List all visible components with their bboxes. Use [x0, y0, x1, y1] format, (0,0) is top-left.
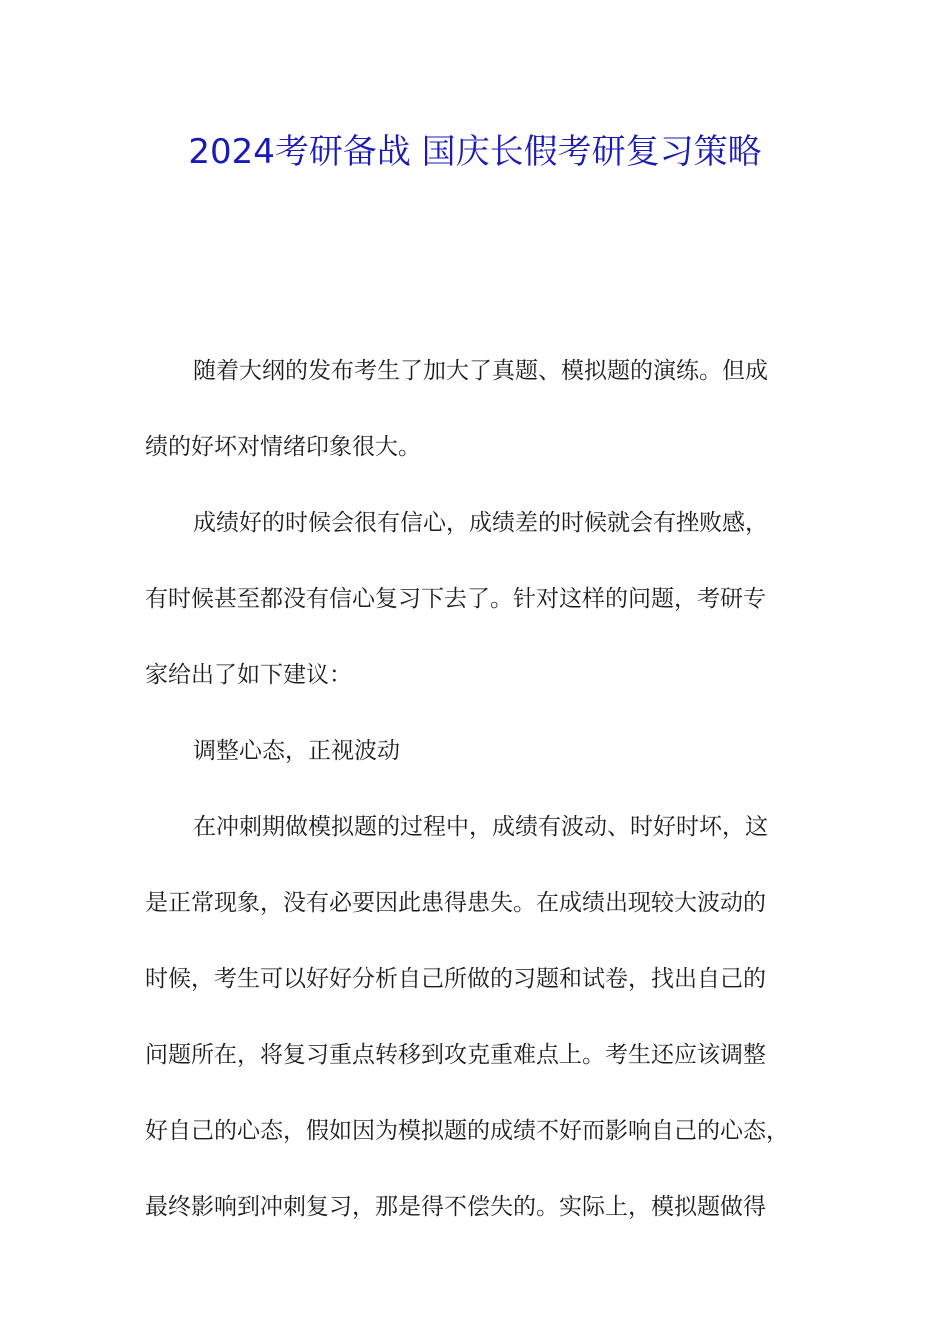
paragraph-line: 绩的好坏对情绪印象很大。: [145, 434, 421, 460]
paragraph-1: [145, 333, 825, 485]
paragraph-line: 有时候甚至都没有信心复习下去了。针对这样的问题，考研专: [145, 586, 766, 612]
paragraph-2: [145, 485, 825, 713]
paragraph-line: 时候，考生可以好好分析自己所做的习题和试卷，找出自己的: [145, 966, 766, 992]
document-title: 2024考研备战 国庆长假考研复习策略: [188, 132, 762, 172]
section-heading: [145, 713, 825, 789]
paragraph-line: 好自己的心态，假如因为模拟题的成绩不好而影响自己的心态，: [145, 1118, 789, 1144]
paragraph-line: 在冲刺期做模拟题的过程中，成绩有波动、时好时坏，这: [193, 814, 768, 840]
paragraph-line: 成绩好的时候会很有信心，成绩差的时候就会有挫败感，: [193, 510, 768, 536]
paragraph-line: 家给出了如下建议：: [145, 662, 352, 688]
paragraph-line: 随着大纲的发布考生了加大了真题、模拟题的演练。但成: [193, 358, 768, 384]
paragraph-line: 是正常现象，没有必要因此患得患失。在成绩出现较大波动的: [145, 890, 766, 916]
section-heading-text: 调整心态，正视波动: [193, 738, 400, 764]
paragraph-line: 问题所在，将复习重点转移到攻克重难点上。考生还应该调整: [145, 1042, 766, 1068]
document-body: [145, 333, 825, 1245]
paragraph-line: 最终影响到冲刺复习，那是得不偿失的。实际上，模拟题做得: [145, 1194, 766, 1220]
paragraph-3: [145, 789, 825, 1245]
